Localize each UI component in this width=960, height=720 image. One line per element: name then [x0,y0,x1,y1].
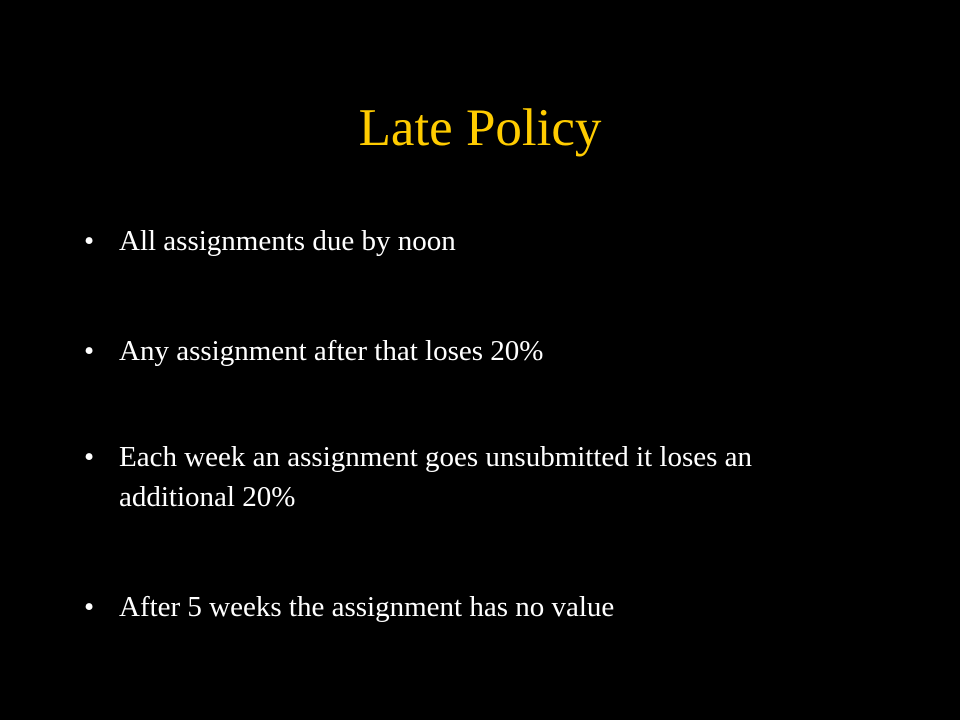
bullet-item [84,221,864,261]
bullet-text: Each week an assignment goes unsubmitted it loses an additional 20% [119,441,753,513]
slide-title: Late Policy [358,99,602,157]
bullet-icon: • [84,335,95,367]
bullet-item [84,331,864,371]
bullet-icon: • [84,591,95,623]
bullet-text: Any assignment after that loses 20% [119,335,544,367]
bullet-item [84,437,864,517]
bullet-icon: • [84,441,95,473]
bullet-item [84,587,864,627]
bullet-text: After 5 weeks the assignment has no value [119,591,615,623]
bullet-text: All assignments due by noon [119,225,456,257]
bullet-icon: • [84,225,95,257]
